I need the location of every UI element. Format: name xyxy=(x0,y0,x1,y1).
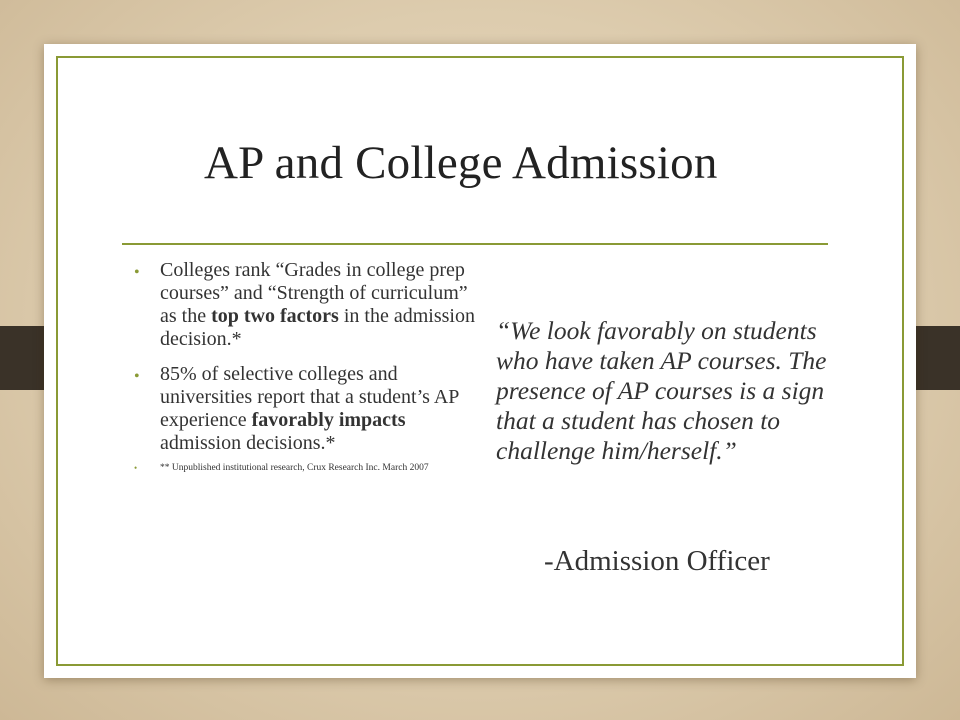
left-tab xyxy=(0,326,44,390)
bullet-bold-text: favorably impacts xyxy=(251,409,406,431)
bullet-icon: • xyxy=(134,368,140,385)
bullet-text: Colleges rank “Grades in college prep courses” and “Strength of curriculum” as the xyxy=(160,259,468,327)
bullet-text: in the admission decision.* xyxy=(160,305,475,350)
bullet-icon: • xyxy=(134,264,140,281)
bullet-text: admission decisions.* xyxy=(160,432,336,454)
title-divider xyxy=(122,243,828,245)
footnote-text: ** Unpublished institutional research, Crux Research Inc. March 2007 xyxy=(160,463,429,473)
bullet-bold-text: top two factors xyxy=(211,305,339,327)
right-tab xyxy=(916,326,960,390)
bullet-list xyxy=(134,259,479,474)
bullet-item-selective xyxy=(134,363,479,455)
bullet-item-footnote xyxy=(134,463,479,474)
slide-card xyxy=(44,44,916,678)
quote-text: “We look favorably on students who have taken AP courses. The presence of AP courses is a sign that a student has chosen to challenge him/herself.” xyxy=(496,316,827,465)
bullet-item-ranking xyxy=(134,259,479,351)
bullet-icon: • xyxy=(134,463,138,473)
bullet-text: 85% of selective colleges and universities report that a student’s AP experience xyxy=(160,363,459,431)
quote-attribution: -Admission Officer xyxy=(544,545,770,577)
slide-title: AP and College Admission xyxy=(204,137,718,189)
